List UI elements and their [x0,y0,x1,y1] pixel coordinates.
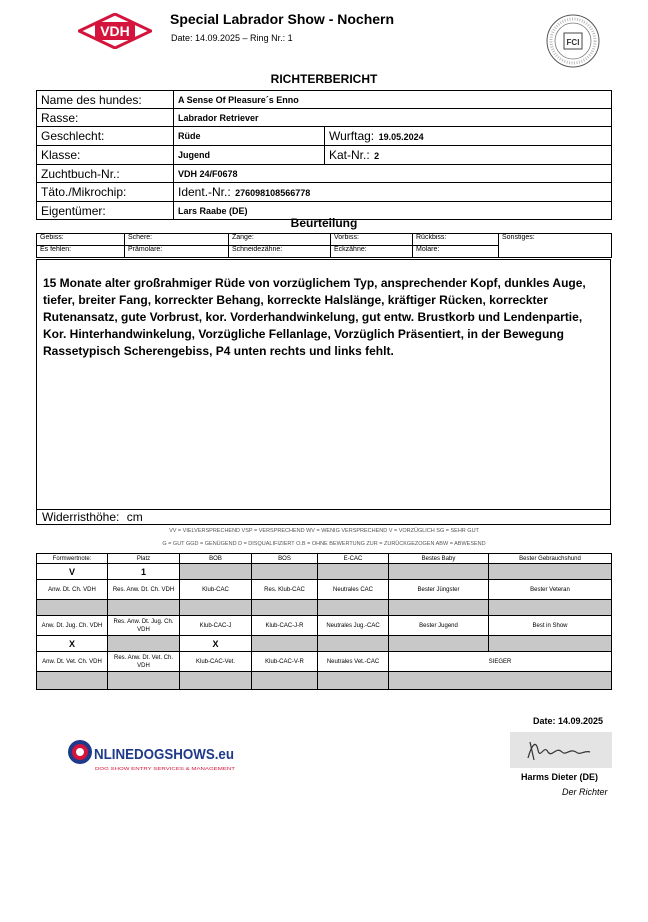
birth-value: 19.05.2024 [378,132,424,142]
judge-role: Der Richter [562,787,608,797]
judge-name: Harms Dieter (DE) [521,772,599,782]
grade-cell [180,672,252,690]
award-klub-cac: Klub-CAC [180,580,252,600]
grade-cell [489,636,612,652]
schneidezaehne-label: Schneidezähne: [229,246,331,258]
grade-cell [180,600,252,616]
award-bester-veteran: Bester Veteran [489,580,612,600]
assessment-title: Beurteilung [290,216,358,230]
grade-cell [389,564,489,580]
grade-cell [108,672,180,690]
grade-cell [389,672,612,690]
ident-value: 276098108566778 [235,188,311,198]
header-bos: BOS [252,554,318,564]
birth-label: Wurftag: [329,129,375,143]
grade-cell [318,564,389,580]
grade-cell [252,600,318,616]
klub-cac-j-mark: X [180,636,252,652]
grade-cell [318,672,389,690]
teeth-table [36,233,612,258]
award-anw-dt-ch: Anw. Dt. Ch. VDH [37,580,108,600]
ident-label: Ident.-Nr.: [178,185,231,199]
withers-row [37,509,610,524]
vdh-logo-text: VDH [100,23,130,39]
grade-cell [389,600,489,616]
grade-cell [108,600,180,616]
dog-info-table [36,90,612,220]
award-klub-cac-j-r: Klub-CAC-J-R [252,616,318,636]
owner-value: Lars Raabe (DE) [174,202,612,220]
eckzaehne-label: Eckzähne: [331,246,413,258]
grade-cell [252,564,318,580]
molare-label: Molare: [413,246,499,258]
class-label: Klasse: [37,146,174,165]
grade-cell [180,564,252,580]
sex-label: Geschlecht: [37,127,174,146]
name-label: Name des hundes: [37,91,174,109]
header-bester-gebrauchshund: Bester Gebrauchshund [489,554,612,564]
award-klub-cac-vet: Klub-CAC-Vet. [180,652,252,672]
show-title: Special Labrador Show - Nochern [170,11,395,27]
award-res-klub-cac: Res. Klub-CAC [252,580,318,600]
header-platz: Platz [108,554,180,564]
formwert-mark: V [37,564,108,580]
chip-label: Täto./Mikrochip: [37,183,174,202]
legend-line-2: G = GUT GGD = GENÜGEND D = DISQUALIFIZIERT O.B = OHNE BEWERTUNG ZUR = ZURÜCKGEZOGEN ABW = ABWESEND [162,541,486,547]
award-anw-dt-vet-ch: Anw. Dt. Vet. Ch. VDH [37,652,108,672]
report-date: Date: 14.09.2025 [533,716,604,726]
es-fehlen-label: Es fehlen: [37,246,125,258]
fci-logo-text: FCI [566,38,580,47]
class-value: Jugend [174,146,325,165]
grade-cell [389,636,489,652]
logo-main-text: NLINEDOGSHOWS.eu [94,746,234,763]
award-klub-cac-j: Klub-CAC-J [180,616,252,636]
grade-cell [37,600,108,616]
gebiss-label: Gebiss: [37,234,125,246]
vorbiss-label: Vorbiss: [331,234,413,246]
header-bestes-baby: Bestes Baby [389,554,489,564]
rueckbiss-label: Rückbiss: [413,234,499,246]
signature [510,732,612,768]
studbook-label: Zuchtbuch-Nr.: [37,165,174,183]
grade-cell [318,636,389,652]
cat-value: 2 [374,151,380,161]
cat-cell [325,146,612,165]
name-value: A Sense Of Pleasure´s Enno [174,91,612,109]
withers-label: Widerristhöhe: [42,510,120,524]
award-anw-dt-jug-ch: Anw. Dt. Jug. Ch. VDH [37,616,108,636]
header-ecac: E-CAC [318,554,389,564]
award-best-in-show: Best in Show [489,616,612,636]
legend-line-1: VV = VIELVERSPRECHEND VSP = VERSPRECHEND WV = WENIG VERSPRECHEND V = VORZÜGLICH SG = SEHR GUT [169,528,479,534]
sex-value: Rüde [174,127,325,146]
award-klub-cac-v-r: Klub-CAC-V-R [252,652,318,672]
grade-cell [489,564,612,580]
report-title: RICHTERBERICHT [270,72,378,86]
award-neutrales-cac: Neutrales CAC [318,580,389,600]
cat-label: Kat-Nr.: [329,148,370,162]
ident-cell [174,183,612,202]
schere-label: Schere: [125,234,229,246]
praemolare-label: Prämolare: [125,246,229,258]
judgement-box [36,259,611,525]
platz-mark: 1 [108,564,180,580]
award-res-anw-dt-jug-ch: Res. Anw. Dt. Jug. Ch. VDH [108,616,180,636]
sonstiges-label: Sonstiges: [499,234,612,258]
grade-cell [318,600,389,616]
grades-table [36,553,612,690]
award-neutrales-jug-cac: Neutrales Jug.-CAC [318,616,389,636]
owner-label: Eigentümer: [37,202,174,220]
award-bester-juengster: Bester Jüngster [389,580,489,600]
vdh-logo [78,13,152,49]
award-bester-jugend: Bester Jugend [389,616,489,636]
breed-label: Rasse: [37,109,174,127]
withers-unit: cm [126,510,143,524]
onlinedogshows-logo [67,736,239,774]
birth-cell [325,127,612,146]
award-res-anw-dt-vet-ch: Res. Anw. Dt. Vet. Ch. VDH [108,652,180,672]
grade-cell [108,636,180,652]
header-bob: BOB [180,554,252,564]
fci-logo [545,13,601,69]
grade-cell [489,600,612,616]
grade-cell [252,672,318,690]
grade-cell [252,636,318,652]
studbook-value: VDH 24/F0678 [174,165,612,183]
logo-tagline: DOG SHOW ENTRY SERVICES & MANAGEMENT [95,767,206,772]
grade-cell [37,672,108,690]
award-sieger: SIEGER [389,652,612,672]
show-subtitle: Date: 14.09.2025 – Ring Nr.: 1 [171,33,293,43]
zange-label: Zange: [229,234,331,246]
judgement-text: 15 Monate alter großrahmiger Rüde von vorzüglichem Typ, ansprechender Kopf, dunkles Auge, tiefer, breiter Fang, korreckter Behang, korreckte Halslänge, kräftiger Rücken, korreckter Rutenansatz, gute Vorbrust, kor. Vorderhandwinkelung, gut entw. Brustkorb und Lendenpartie, Kor. Hinterhandwinkelung, Vorzügliche Fellanlage, Vorzüglich Präsentiert, in der Bewegung Rassetypisch Scherengebiss, P4 unten rechts und links fehlt. [43,276,586,358]
breed-value: Labrador Retriever [174,109,612,127]
jug-ch-mark: X [37,636,108,652]
header-formwert: Formwertnote: [37,554,108,564]
award-neutrales-vet-cac: Neutrales Vet.-CAC [318,652,389,672]
award-res-anw-dt-ch: Res. Anw. Dt. Ch. VDH [108,580,180,600]
